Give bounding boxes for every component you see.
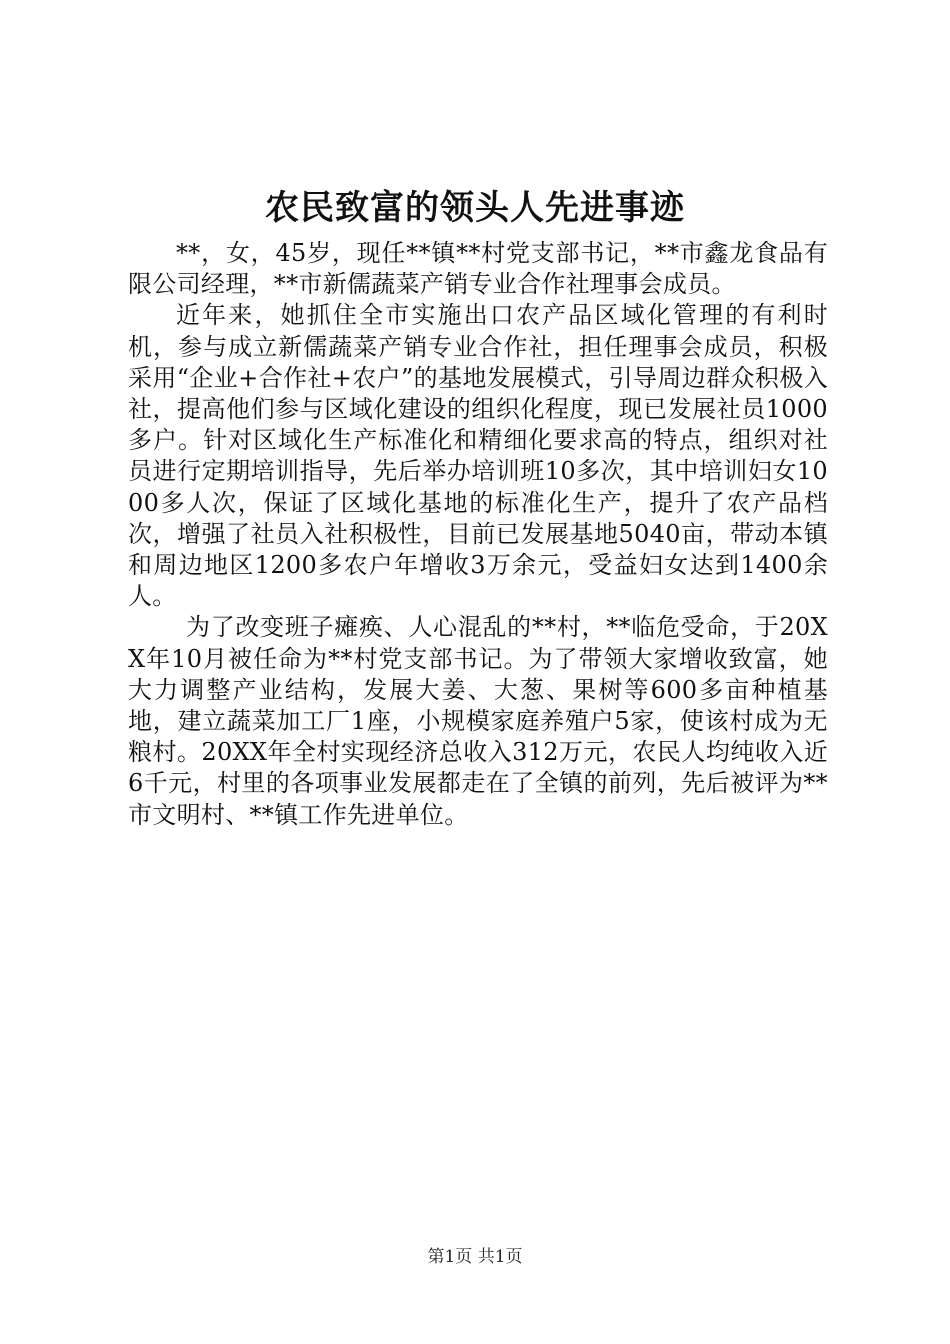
- document-title: 农民致富的领头人先进事迹: [265, 188, 685, 228]
- document-body: [128, 238, 828, 831]
- paragraph-intro: **，女，45岁，现任**镇**村党支部书记，**市鑫龙食品有限公司经理，**市新儒蔬菜产销专业合作社理事会成员。: [128, 239, 828, 299]
- paragraph-cooperative: 近年来，她抓住全市实施出口农产品区域化管理的有利时机，参与成立新儒蔬菜产销专业合作社，担任理事会成员，积极采用“企业+合作社+农户”的基地发展模式，引导周边群众积极入社，提高他们参与区域化建设的组织化程度，现已发展社员1000多户。针对区域化生产标准化和精细化要求高的特点，组织对社员进行定期培训指导，先后举办培训班10多次，其中培训妇女1000多人次，保证了区域化基地的标准化生产，提升了农产品档次，增强了社员入社积极性，目前已发展基地5040亩，带动本镇和周边地区1200多农户年增收3万余元，受益妇女达到1400余人。: [128, 301, 828, 611]
- page-number-footer: 第1页 共1页: [427, 1247, 523, 1267]
- paragraph-village: 为了改变班子瘫痪、人心混乱的**村，**临危受命，于20XX年10月被任命为**村党支部书记。为了带领大家增收致富，她大力调整产业结构，发展大姜、大葱、果树等600多亩种植基地，建立蔬菜加工厂1座，小规模家庭养殖户5家，使该村成为无粮村。20XX年全村实现经济总收入312万元，农民人均纯收入近6千元，村里的各项事业发展都走在了全镇的前列，先后被评为**市文明村、**镇工作先进单位。: [128, 613, 828, 829]
